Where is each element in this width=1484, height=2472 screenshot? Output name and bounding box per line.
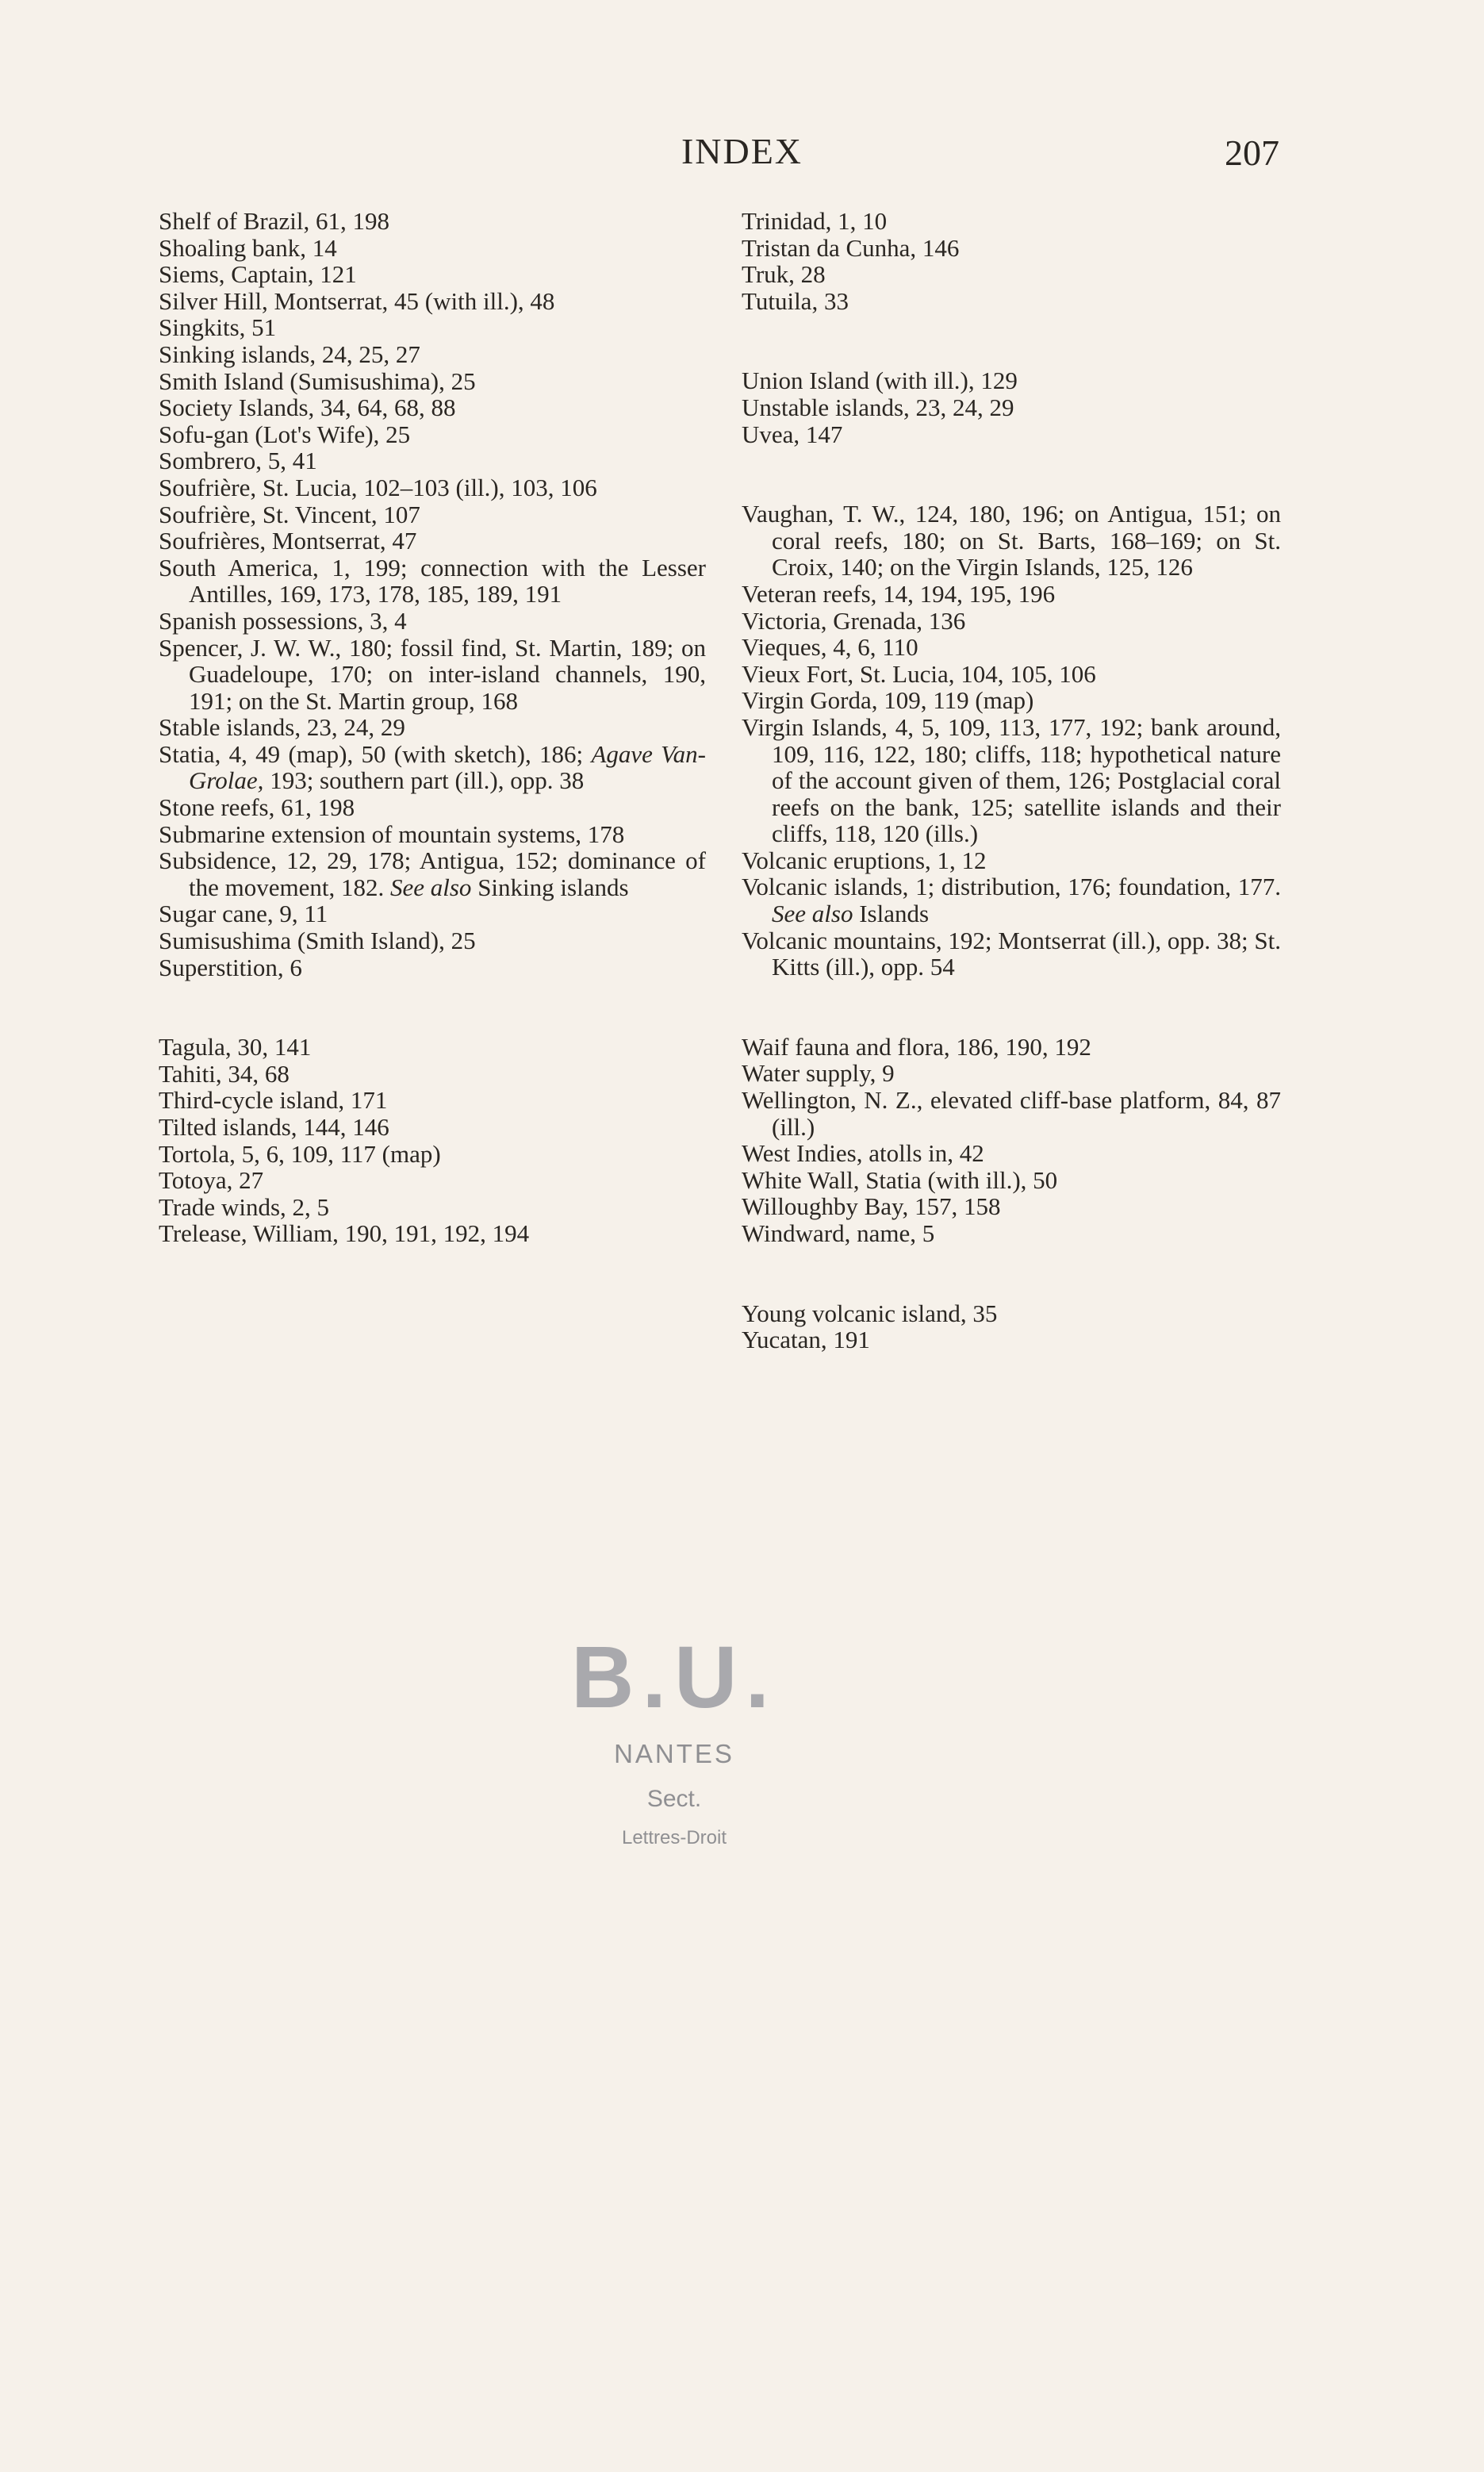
index-entry [742,1167,1281,1194]
index-entry [159,714,706,741]
stamp-initials: B.U. [571,1629,777,1726]
index-entry [159,501,706,528]
index-entry [742,261,1281,288]
index-entry [742,1034,1281,1061]
index-entry [742,1140,1281,1167]
index-entry-text: Soufrière, St. Vincent, 107 [159,500,420,528]
index-entry-text: Vieux Fort, St. Lucia, 104, 105, 106 [742,659,1096,688]
index-entry-text: Willoughby Bay, 157, 158 [742,1192,1001,1221]
index-entry [159,847,706,900]
index-entry-text-cont: Sinking islands [471,873,629,901]
index-entry-text: Sumisushima (Smith Island), 25 [159,927,476,955]
index-entry [159,1167,706,1194]
index-entry-text: Trinidad, 1, 10 [742,207,888,235]
index-entry-italic: See also [389,873,472,901]
index-entry [159,1087,706,1114]
index-entry [742,288,1281,315]
index-entry-text: Trelease, William, 190, 191, 192, 194 [159,1219,530,1248]
library-stamp [571,1629,777,1849]
index-entry-text: Statia, 4, 49 (map), 50 (with sketch), 186; [159,739,592,768]
letter-group-gap [742,1247,1281,1300]
index-entry-text: Vaughan, T. W., 124, 180, 196; on Antigua, 151; on coral reefs, 180; on St. Barts, 168–169; on St. Croix, 140; on the Virgin Islands, 125, 126 [742,500,1281,582]
index-entry [742,873,1281,927]
index-entry [742,1193,1281,1220]
letter-group-gap [159,981,706,1034]
index-entry [159,474,706,501]
index-entry-text: Soufrière, St. Lucia, 102–103 (ill.), 103, 106 [159,473,597,501]
index-entry [159,1194,706,1221]
index-entry-text: South America, 1, 199; connection with the Lesser Antilles, 169, 173, 178, 185, 189, 191 [159,553,706,608]
index-entry-text: Tagula, 30, 141 [159,1033,312,1061]
index-entry [159,208,706,235]
index-entry [159,1141,706,1168]
index-entry-text: Tilted islands, 144, 146 [159,1113,389,1141]
index-entry-text: Windward, name, 5 [742,1219,935,1247]
index-entry-text: Shoaling bank, 14 [159,233,337,262]
letter-group-gap [742,981,1281,1034]
index-entry [742,1060,1281,1087]
index-entry [159,447,706,474]
index-entry-text: Stone reefs, 61, 198 [159,793,355,822]
index-entry-text: Veteran reefs, 14, 194, 195, 196 [742,579,1056,608]
index-entry-text-cont: Islands [853,900,930,928]
index-entry [159,1114,706,1141]
index-entry-text: Volcanic mountains, 192; Montserrat (ill.), opp. 38; St. Kitts (ill.), opp. 54 [742,926,1281,981]
index-entry [159,421,706,448]
index-column-left [159,208,706,1247]
index-entry [159,261,706,288]
index-entry-text: Subsidence, 12, 29, 178; Antigua, 152; dominance of the movement, 182. [159,846,706,901]
index-entry-text: Sofu-gan (Lot's Wife), 25 [159,420,411,448]
index-entry [742,208,1281,235]
index-entry [159,635,706,715]
index-entry [159,1034,706,1061]
index-entry-text: Water supply, 9 [742,1059,895,1088]
index-entry-text: Society Islands, 34, 64, 68, 88 [159,393,456,422]
index-entry-text: White Wall, Statia (with ill.), 50 [742,1165,1058,1194]
index-entry [159,394,706,421]
index-entry [742,1220,1281,1247]
index-entry-text: Virgin Gorda, 109, 119 (map) [742,686,1034,715]
index-entry [742,1326,1281,1353]
index-entry-text: Union Island (with ill.), 129 [742,367,1018,395]
index-entry-text: Yucatan, 191 [742,1326,870,1354]
index-entry-text: West Indies, atolls in, 42 [742,1139,984,1168]
page-title: INDEX [681,131,803,171]
index-entry-text: Singkits, 51 [159,313,277,342]
index-entry-text: Sugar cane, 9, 11 [159,900,328,928]
index-entry [742,1300,1281,1327]
index-entry-text: Volcanic islands, 1; distribution, 176; foundation, 177. [742,873,1281,901]
stamp-city: NANTES [614,1739,734,1768]
index-entry-text: Stable islands, 23, 24, 29 [159,713,405,742]
index-entry [159,821,706,848]
index-entry-text: Siems, Captain, 121 [159,260,357,289]
index-entry-text: Tutuila, 33 [742,286,849,315]
letter-group-gap [742,447,1281,501]
index-entry-text: Waif fauna and flora, 186, 190, 192 [742,1032,1091,1061]
index-entry [742,608,1281,635]
stamp-section: Sect. [646,1786,702,1812]
index-entry [742,634,1281,661]
index-entry [159,235,706,262]
index-entry [742,927,1281,981]
index-entry [742,235,1281,262]
page-number: 207 [1225,132,1279,173]
index-entry-text: Tristan da Cunha, 146 [742,233,960,262]
index-entry [159,608,706,635]
index-entry-text: Spanish possessions, 3, 4 [159,606,407,635]
index-entry [742,714,1281,847]
index-entry-text: Truk, 28 [742,260,826,289]
index-entry [742,367,1281,394]
index-entry [159,528,706,555]
stamp-department: Lettres-Droit [621,1827,727,1848]
index-entry-text: Tahiti, 34, 68 [159,1059,290,1088]
index-entry-text: Smith Island (Sumisushima), 25 [159,367,476,395]
index-entry-text: Trade winds, 2, 5 [159,1192,330,1221]
index-entry-text: Sinking islands, 24, 25, 27 [159,340,420,368]
index-entry-text: Tortola, 5, 6, 109, 117 (map) [159,1139,441,1168]
index-entry [159,368,706,395]
index-entry-text: Submarine extension of mountain systems, 178 [159,820,625,848]
index-entry-text: Superstition, 6 [159,953,302,981]
index-entry [742,687,1281,714]
index-entry [159,900,706,927]
index-entry [742,421,1281,448]
index-entry [159,1061,706,1088]
index-entry [742,501,1281,581]
index-entry [742,847,1281,874]
index-entry [159,288,706,315]
index-entry-text: Shelf of Brazil, 61, 198 [159,207,390,235]
index-entry [159,954,706,981]
index-entry-text-cont: 193; southern part (ill.), opp. 38 [263,766,585,795]
index-entry-text: Sombrero, 5, 41 [159,447,317,475]
index-entry [159,314,706,341]
index-entry [742,1087,1281,1140]
index-entry-text: Wellington, N. Z., elevated cliff-base platform, 84, 87 (ill.) [742,1086,1281,1141]
index-entry-text: Young volcanic island, 35 [742,1299,998,1327]
index-entry [742,661,1281,688]
index-entry-text: Totoya, 27 [159,1166,264,1195]
index-entry-text: Unstable islands, 23, 24, 29 [742,393,1014,421]
index-entry [159,927,706,954]
index-entry-italic: See also [772,900,853,928]
index-entry [742,394,1281,421]
index-entry-text: Uvea, 147 [742,420,843,448]
index-entry-text: Soufrières, Montserrat, 47 [159,527,417,555]
index-entry [742,581,1281,608]
index-entry [159,794,706,821]
index-entry [159,741,706,794]
index-entry-text: Victoria, Grenada, 136 [742,606,966,635]
index-entry-italic: Agave Van-Grolae, [189,739,706,795]
index-entry [159,555,706,608]
index-entry-text: Volcanic eruptions, 1, 12 [742,846,987,874]
index-entry [159,341,706,368]
index-column-right [742,208,1281,1353]
index-entry-text: Third-cycle island, 171 [159,1086,388,1115]
index-entry-text: Vieques, 4, 6, 110 [742,633,918,662]
index-entry-text: Silver Hill, Montserrat, 45 (with ill.), 48 [159,286,555,315]
index-entry [159,1220,706,1247]
letter-group-gap [742,314,1281,367]
index-entry-text: Virgin Islands, 4, 5, 109, 113, 177, 192; bank around, 109, 116, 122, 180; cliffs, 118; hypothetical nature of the account given of them, 126; Postglacial coral reefs on the bank, 125; satellite islands and their cliffs, 118, 120 (ills.) [742,712,1281,848]
index-entry-text: Spencer, J. W. W., 180; fossil find, St. Martin, 189; on Guadeloupe, 170; on inter-island channels, 190, 191; on the St. Martin group, 168 [159,633,706,715]
